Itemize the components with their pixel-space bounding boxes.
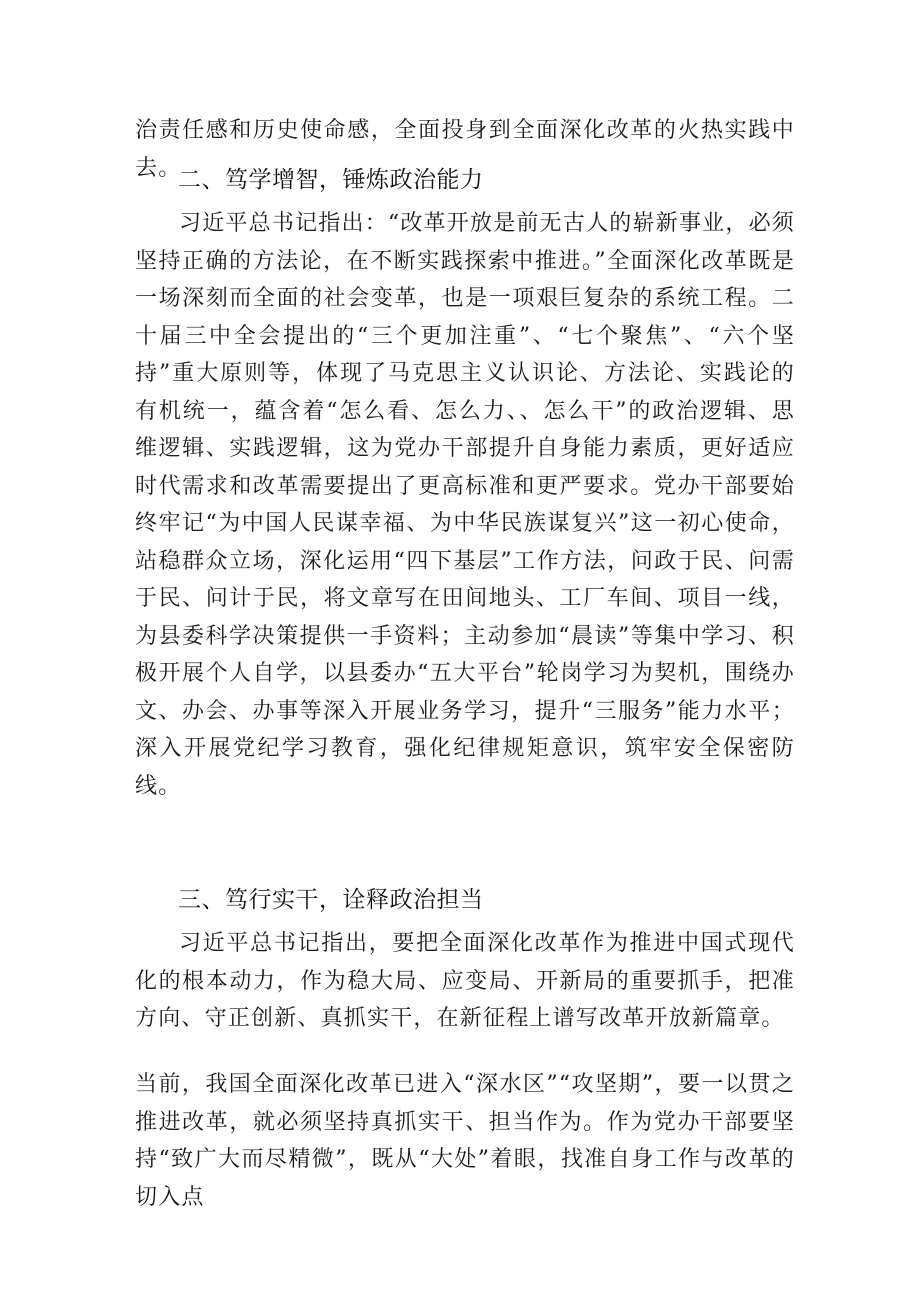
section-heading-2: 二、笃学增智，锤炼政治能力 bbox=[178, 167, 484, 193]
paragraph-section-3-continued: 当前，我国全面深化改革已进入“深水区”“攻坚期”，要一以贯之推进改革，就必须坚持真抓实干、担当作为。作为党办干部要坚持“致广大而尽精微”，既从“大处”着眼，找准自身工作与改革的切入点 bbox=[135, 1072, 795, 1210]
paragraph-continuation: 治责任感和历史使命感，全面投身到全面深化改革的火热实践中去。 bbox=[135, 118, 795, 181]
paragraph-section-2: 习近平总书记指出：“改革开放是前无古人的崭新事业，必须坚持正确的方法论，在不断实践探索中推进。”全面深化改革既是一场深刻而全面的社会变革，也是一项艰巨复杂的系统工程。二十届三中全会提出的“三个更加注重”、“七个聚焦”、“六个坚持”重大原则等，体现了马克思主义认识论、方法论、实践论的有机统一，蕴含着“怎么看、怎么力、、怎么干”的政治逻辑、思维逻辑、实践逻辑，这为党办干部提升自身能力素质，更好适应时代需求和改革需要提出了更高标准和更严要求。党办干部要始终牢记“为中国人民谋幸福、为中华民族谋复兴”这一初心使命，站稳群众立场，深化运用“四下基层”工作方法，问政于民、问需于民、问计于民，将文章写在田间地头、工厂车间、项目一线，为县委科学决策提供一手资料；主动参加“晨读”等集中学习、积极开展个人自学，以县委办“五大平台”轮岗学习为契机，围绕办文、办会、办事等深入开展业务学习，提升“三服务”能力水平；深入开展党纪学习教育，强化纪律规矩意识，筑牢安全保密防线。 bbox=[135, 211, 795, 799]
section-heading-3: 三、笃行实干，诠释政治担当 bbox=[178, 887, 484, 913]
paragraph-section-3: 习近平总书记指出，要把全面深化改革作为推进中国式现代化的根本动力，作为稳大局、应变局、开新局的重要抓手，把准方向、守正创新、真抓实干，在新征程上谱写改革开放新篇章。 bbox=[135, 931, 795, 1031]
